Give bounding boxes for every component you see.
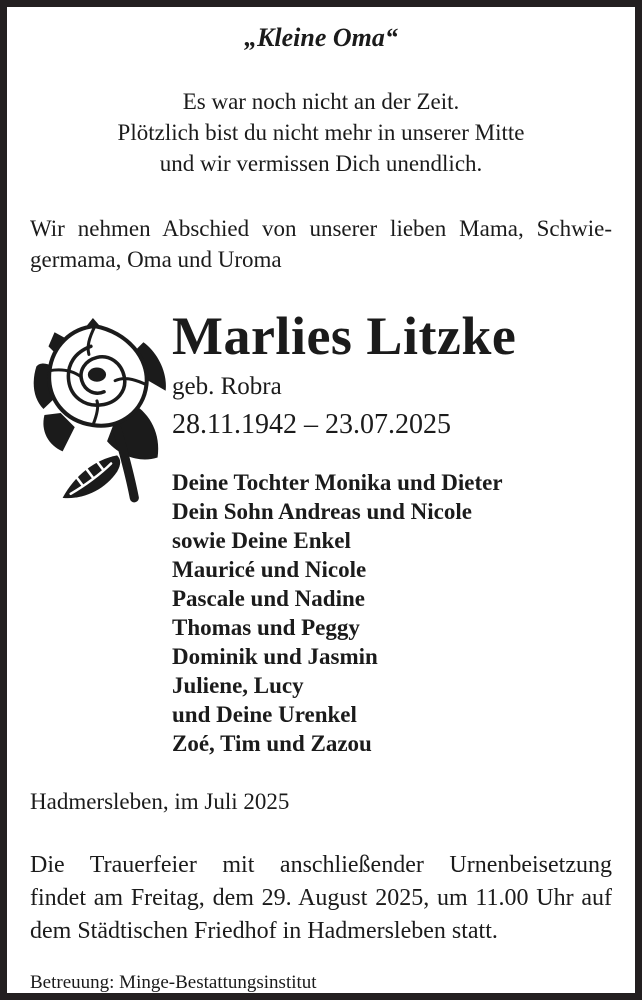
mourner-line: und Deine Urenkel [172, 702, 357, 727]
mourner-line: Dein Sohn Andreas und Nicole [172, 499, 472, 524]
notice-content [7, 7, 635, 993]
funeral-line: dem Städtischen Friedhof in Hadmersleben statt. [30, 918, 498, 944]
rose-image [30, 308, 172, 519]
place-and-date: Hadmersleben, im Juli 2025 [30, 789, 290, 814]
mourner-line: Mauricé und Nicole [172, 557, 367, 582]
epigraph-quote: „Kleine Oma“ [244, 23, 398, 52]
mourner-line: Zoé, Tim und Zazou [172, 731, 372, 756]
farewell-line: germama, Oma und Uroma [30, 247, 282, 272]
mourner-list [172, 468, 612, 758]
farewell-line: Wir nehmen Abschied von unserer lieben Mama, Schwie- [30, 216, 612, 241]
poem-line: Es war noch nicht an der Zeit. [182, 89, 460, 114]
mourner-line: Thomas und Peggy [172, 615, 360, 640]
birth-name: geb. Robra [172, 373, 282, 400]
poem-line: und wir vermissen Dich unendlich. [159, 151, 483, 176]
funeral-line: Die Trauerfeier mit anschließender Urnenbeisetzung [30, 852, 612, 878]
mourner-line: Deine Tochter Monika und Dieter [172, 470, 503, 495]
funeral-home-note: Betreuung: Minge-Bestattungsinstitut [30, 972, 317, 993]
funeral-announcement [30, 849, 612, 948]
mourner-line: Dominik und Jasmin [172, 644, 378, 669]
mourner-line: Pascale und Nadine [172, 586, 365, 611]
poem-line: Plötzlich bist du nicht mehr in unserer Mitte [117, 120, 525, 145]
deceased-name: Marlies Litzke [172, 306, 517, 366]
deceased-block [30, 308, 612, 758]
person-column [172, 308, 612, 758]
life-dates: 28.11.1942 – 23.07.2025 [172, 409, 451, 440]
farewell-paragraph [30, 213, 612, 275]
funeral-line: findet am Freitag, dem 29. August 2025, um 11.00 Uhr auf [30, 885, 612, 911]
mourner-line: sowie Deine Enkel [172, 528, 351, 553]
memorial-poem [30, 86, 612, 179]
mourner-line: Juliene, Lucy [172, 673, 304, 698]
